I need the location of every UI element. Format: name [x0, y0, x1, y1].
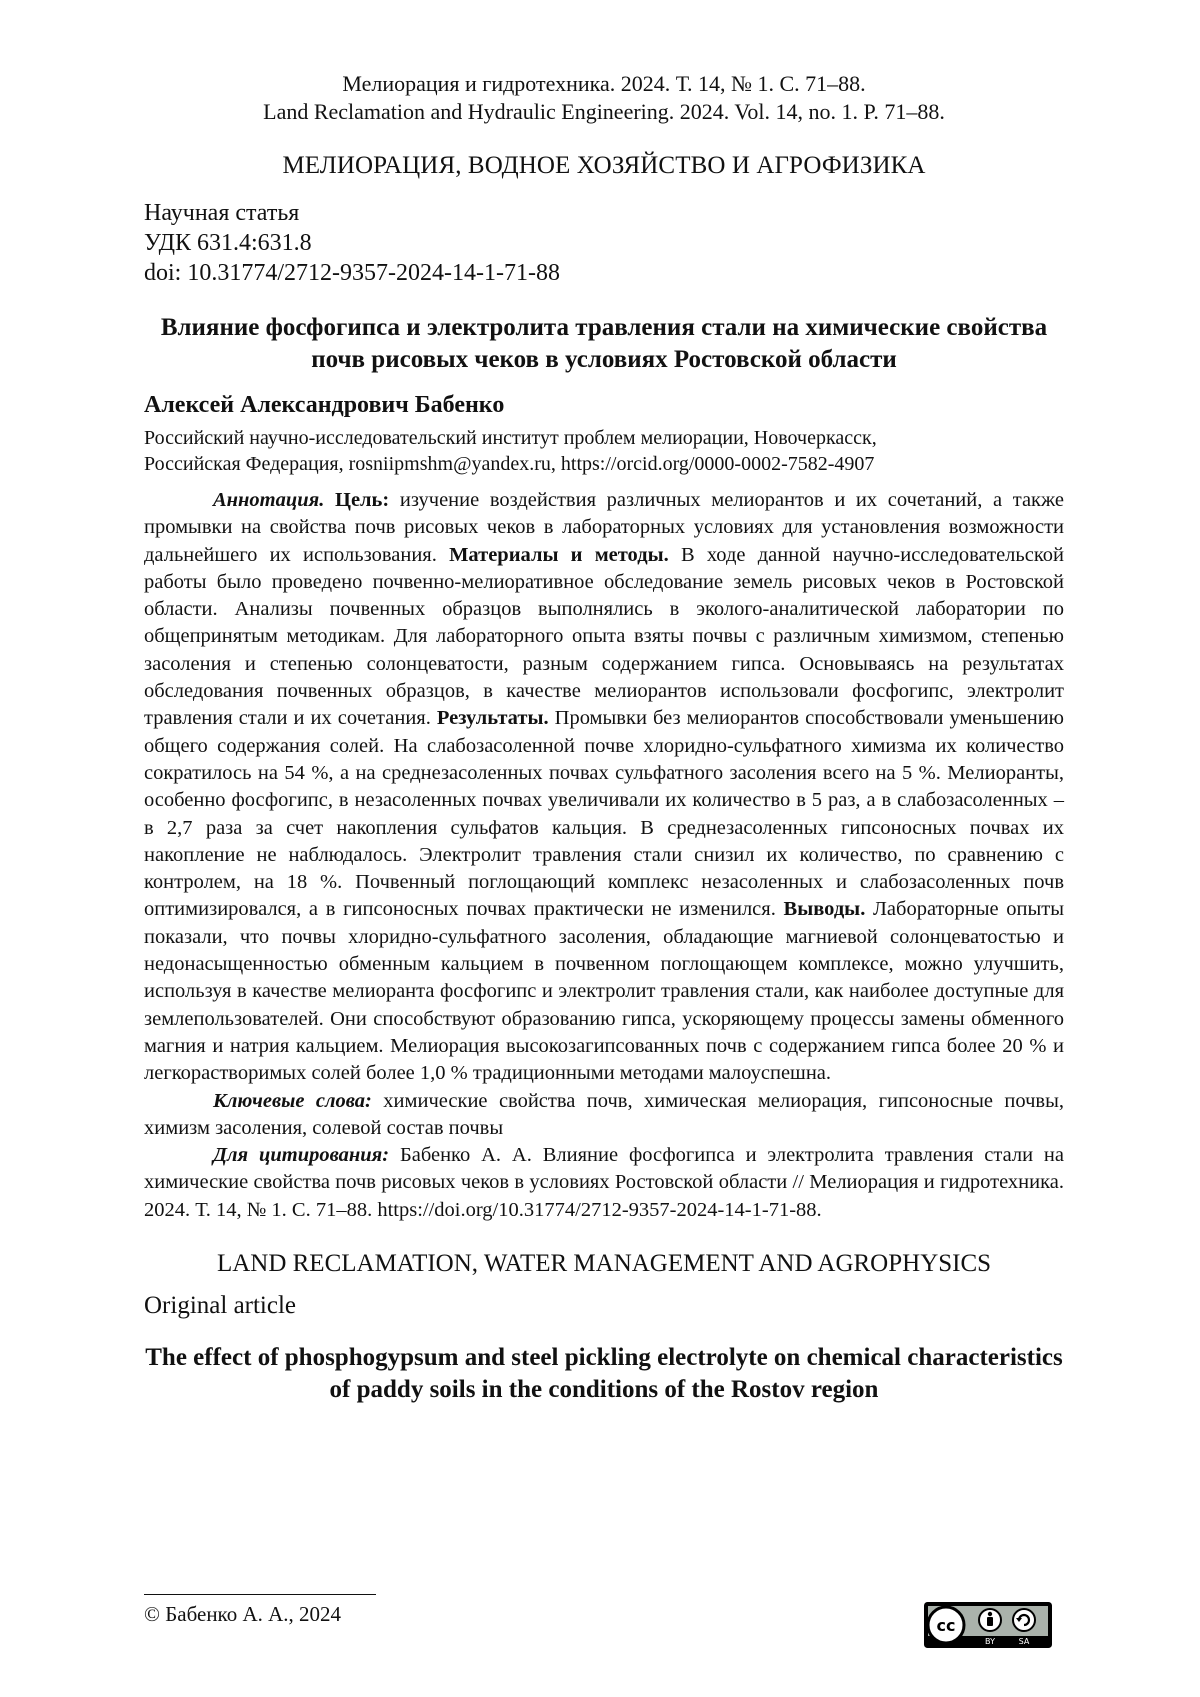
conclusions-label: Выводы. [784, 898, 866, 920]
footnote-divider [144, 1594, 376, 1595]
article-title-en: The effect of phosphogypsum and steel pickling electrolyte on chemical characteristics of paddy soils in the conditions of the Rostov region [144, 1342, 1064, 1406]
article-title-ru: Влияние фосфогипса и электролита травления стали на химические свойства почв рисовых чеков в условиях Ростовской области [144, 312, 1064, 376]
abstract-label: Аннотация. [213, 489, 324, 511]
cc-icon [928, 1607, 964, 1643]
citation-text: Бабенко А. А. Влияние фосфогипса и электролита травления стали на химические свойства почв рисовых чеков в условиях Ростовской области // Мелиорация и гидротехника. 2024. Т. 14, № 1. С. 71–88. https://doi.org/10.31774/2712-9357-2024-14-1-71-88. [144, 1144, 1064, 1221]
affiliation-country: Российская Федерация, [144, 453, 344, 475]
section-heading-ru: МЕЛИОРАЦИЯ, ВОДНОЕ ХОЗЯЙСТВО И АГРОФИЗИКА [144, 152, 1064, 180]
aim-text: изучение воздействия различных мелиорантов и их сочетаний, а также промывки на свойства почв рисовых чеков в лабораторных условиях для установления возможности дальнейшего их использования. [144, 489, 1064, 566]
keywords-text: химические свойства почв, химическая мелиорация, гипсоносные почвы, химизм засоления, солевой состав почвы [144, 1090, 1064, 1139]
article-page [144, 70, 1064, 1406]
results-text: Промывки без мелиорантов способствовали уменьшению общего содержания солей. На слабозасоленной почве хлоридно-сульфатного химизма их количество сократилось на 54 %, а на среднезасоленных почвах сульфатного засоления всего на 5 %. Мелиоранты, особенно фосфогипс, в незасоленных почвах увеличивали их количество в 5 раз, а в слабозасоленных – в 2,7 раза за счет накопления сульфатов кальция. В среднезасоленных гипсоносных почвах их накопление не наблюдалось. Электролит травления стали снизил их количество, по сравнению с контролем, на 18 %. Почвенный поглощающий комплекс незасоленных и слабозасоленных почв оптимизировался, а в гипсоносных почвах практически не изменился. [144, 707, 1064, 920]
results-label: Результаты. [437, 707, 549, 729]
aim-label: Цель: [335, 489, 389, 511]
citation [144, 1142, 1064, 1224]
doi[interactable]: doi: 10.31774/2712-9357-2024-14-1-71-88 [144, 258, 1064, 288]
article-type-ru: Научная статья [144, 198, 1064, 228]
author-email-link[interactable]: rosniipmshm@yandex.ru [349, 453, 551, 475]
methods-text: В ходе данной научно-исследовательской работы было проведено почвенно-мелиоративное обследование земель рисовых чеков в Ростовской области. Анализы почвенных образцов выполнялись в эколого-аналитической лаборатории по общепринятым методикам. Для лабораторного опыта взяты почвы с различным химизмом, степенью засоления и степенью солонцеватости, разным содержанием гипса. Основываясь на результатах обследования почвенных образцов, в качестве мелиорантов использовали фосфогипс, электролит травления стали и их сочетания. [144, 544, 1064, 730]
section-heading-en: LAND RECLAMATION, WATER MANAGEMENT AND AGROPHYSICS [144, 1250, 1064, 1278]
affiliation-line: Российский научно-исследовательский институт проблем мелиорации, Новочеркасск, [144, 425, 1064, 451]
keywords-label: Ключевые слова: [213, 1090, 372, 1112]
author-affiliation: Российский научно-исследовательский институт проблем мелиорации, Новочеркасск, Российская Федерация, rosniipmshm@yandex.ru, https://orcid.org/0000-0002-7582-4907 [144, 425, 1064, 477]
journal-citation-en: Land Reclamation and Hydraulic Engineering. 2024. Vol. 14, no. 1. P. 71–88. [144, 98, 1064, 126]
author-name: Алексей Александрович Бабенко [144, 392, 1064, 419]
methods-label: Материалы и методы. [449, 544, 669, 566]
attribution-icon [979, 1609, 1001, 1631]
journal-header [144, 70, 1064, 126]
keywords [144, 1088, 1064, 1143]
journal-citation-ru: Мелиорация и гидротехника. 2024. Т. 14, № 1. С. 71–88. [144, 70, 1064, 98]
author-orcid-link[interactable]: https://orcid.org/0000-0002-7582-4907 [561, 453, 875, 475]
udk-code: УДК 631.4:631.8 [144, 228, 1064, 258]
article-meta [144, 198, 1064, 288]
license-by-label: BY [985, 1637, 995, 1646]
citation-label: Для цитирования: [213, 1144, 389, 1166]
license-sa-label: SA [1019, 1637, 1030, 1646]
article-type-en: Original article [144, 1292, 1064, 1320]
conclusions-text: Лабораторные опыты показали, что почвы хлоридно-сульфатного засоления, обладающие магниевой солонцеватостью и недонасыщенностью обменным кальцием в почвенном поглощающем комплексе, можно улучшить, используя в качестве мелиоранта фосфогипс и электролит травления стали, как наиболее доступные для землепользователей. Они способствуют образованию гипса, ускоряющему процессы замены обменного магния и натрия кальцием. Мелиорация высокозагипсованных почв с содержанием гипса более 20 % и легкорастворимых солей более 1,0 % традиционными методами малоуспешна. [144, 898, 1064, 1084]
cc-by-sa-license-badge[interactable] [924, 1602, 1052, 1648]
copyright-notice: © Бабенко А. А., 2024 [144, 1602, 341, 1627]
share-alike-icon [1013, 1609, 1035, 1631]
abstract [144, 487, 1064, 1088]
svg-text:cc: cc [937, 1616, 956, 1635]
